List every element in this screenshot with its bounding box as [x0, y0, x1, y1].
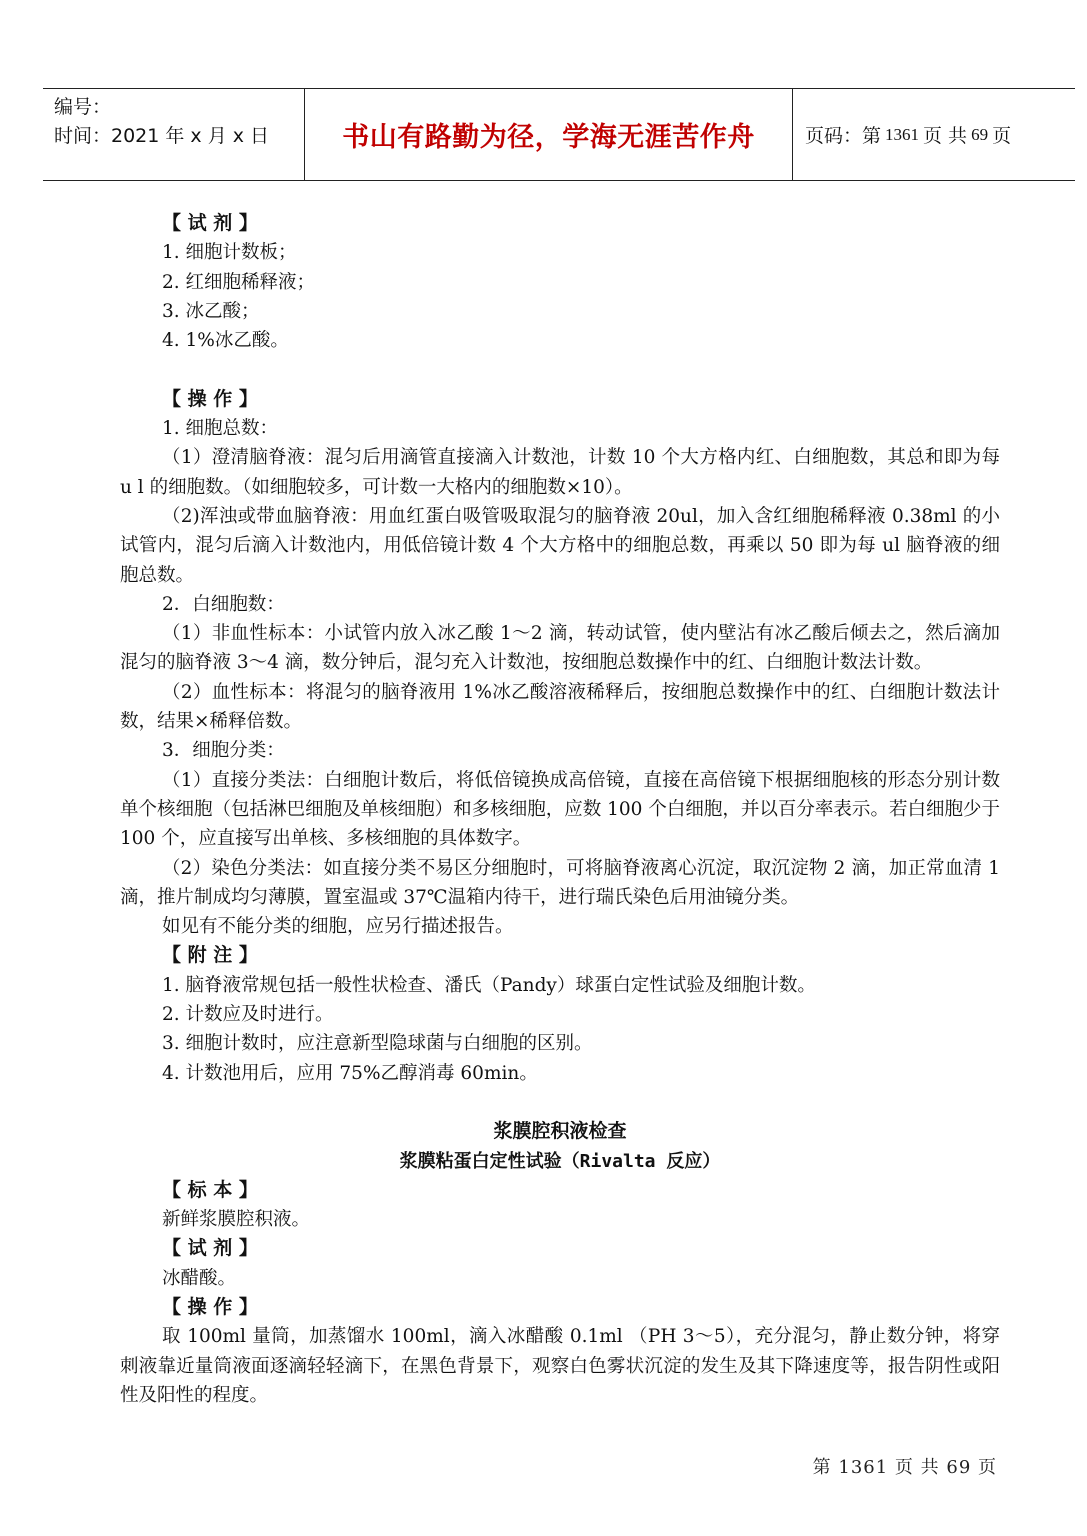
operation2-paragraph: 取 100ml 量筒，加蒸馏水 100ml，滴入冰醋酸 0.1ml （PH 3～5），充分混匀，静止数分钟，将穿刺液靠近量筒液面逐滴轻轻滴下，在黑色背景下，观察白色雾状沉淀的发生及其下降速度等，报告阴性或阳性及阳性的程度。 [120, 1326, 1000, 1406]
reagent-item: 3. 冰乙酸； [162, 300, 260, 322]
specimen-text: 新鲜浆膜腔积液。 [162, 1209, 311, 1231]
note-item: 1. 脑脊液常规包括一般性状检查、潘氏（Pandy）球蛋白定性试验及细胞计数。 [162, 974, 816, 996]
page-suffix: 页 [992, 125, 1012, 147]
page-footer: 第 1361 页 共 69 页 [812, 1457, 997, 1478]
header-motto-cell [305, 89, 793, 180]
op3-paragraph-2: （2）染色分类法：如直接分类不易区分细胞时，可将脑脊液离心沉淀，取沉淀物 2 滴，加正常血清 1 滴，推片制成均匀薄膜，置室温或 37℃温箱内待干，进行瑞氏染色后用油镜分类。 [120, 857, 1000, 908]
operation2-heading: 【 操 作 】 [162, 1295, 258, 1318]
reagent2-heading: 【 试 剂 】 [162, 1237, 258, 1260]
op1-paragraph-1: （1）澄清脑脊液：混匀后用滴管直接滴入计数池，计数 10 个大方格内红、白细胞数，其总和即为每 u l 的细胞数。（如细胞较多，可计数一大格内的细胞数×10）。 [120, 447, 1000, 498]
reagent-item: 4. 1%冰乙酸。 [162, 330, 289, 352]
op1-paragraph-2: （2)浑浊或带血脑脊液：用血红蛋白吸管吸取混匀的脑脊液 20ul，加入含红细胞稀释液 0.38ml 的小试管内，混匀后滴入计数池内，用低倍镜计数 4 个大方格中的细胞总数，再乘以 50 即为每 ul 脑脊液的细胞总数。 [120, 505, 1000, 586]
note-item: 4. 计数池用后，应用 75%乙醇消毒 60min。 [162, 1062, 538, 1084]
note-item: 3. 细胞计数时，应注意新型隐球菌与白细胞的区别。 [162, 1033, 593, 1055]
page-number: 1361 [885, 124, 920, 144]
header-table [43, 88, 1075, 181]
op2-paragraph-1: （1）非血性标本：小试管内放入冰乙酸 1～2 滴，转动试管，使内壁沾有冰乙酸后倾去之，然后滴加混匀的脑脊液 3～4 滴，数分钟后，混匀充入计数池，按细胞总数操作中的红、白细胞计数法计数。 [120, 623, 1000, 674]
section-subtitle: 浆膜粘蛋白定性试验（Rivalta 反应） [399, 1150, 721, 1172]
section-title: 浆膜腔积液检查 [493, 1120, 627, 1143]
motto-text: 书山有路勤为径，学海无涯苦作舟 [342, 122, 755, 153]
header-page-cell [793, 89, 1075, 180]
header-left-cell [43, 89, 305, 180]
reagent-item: 2. 红细胞稀释液； [162, 271, 316, 293]
notes-heading: 【 附 注 】 [162, 944, 258, 967]
specimen-heading: 【 标 本 】 [162, 1178, 258, 1201]
serial-number-label: 编号： [54, 96, 112, 118]
op2-paragraph-2: （2）血性标本：将混匀的脑脊液用 1%冰乙酸溶液稀释后，按细胞总数操作中的红、白细胞计数法计数，结果×稀释倍数。 [120, 681, 1000, 733]
reagent-heading: 【 试 剂 】 [162, 212, 258, 234]
op3-paragraph-1: （1）直接分类法：白细胞计数后，将低倍镜换成高倍镜，直接在高倍镜下根据细胞核的形态分别计数单个核细胞（包括淋巴细胞及单核细胞）和多核细胞，应数 100 个白细胞，并以百分率表示。若白细胞少于 100 个，应直接写出单核、多核细胞的具体数字。 [120, 769, 1000, 850]
note-item: 2. 计数应及时进行。 [162, 1004, 334, 1026]
date-label: 时间：2021 年 x 月 x 日 [54, 125, 270, 147]
reagent2-text: 冰醋酸。 [162, 1267, 237, 1289]
op3-title: 3．细胞分类： [162, 740, 285, 762]
op2-title: 2．白细胞数： [162, 593, 285, 615]
op3-paragraph-3: 如见有不能分类的细胞，应另行描述报告。 [162, 916, 514, 938]
op1-title: 1. 细胞总数： [162, 418, 279, 440]
document-body [120, 209, 1000, 1410]
reagent-item: 1. 细胞计数板； [162, 242, 297, 264]
page-total: 69 [971, 124, 989, 144]
page-mid: 页 共 [923, 125, 968, 147]
page-prefix: 页码：第 [805, 125, 882, 147]
operation-heading: 【 操 作 】 [162, 387, 258, 410]
